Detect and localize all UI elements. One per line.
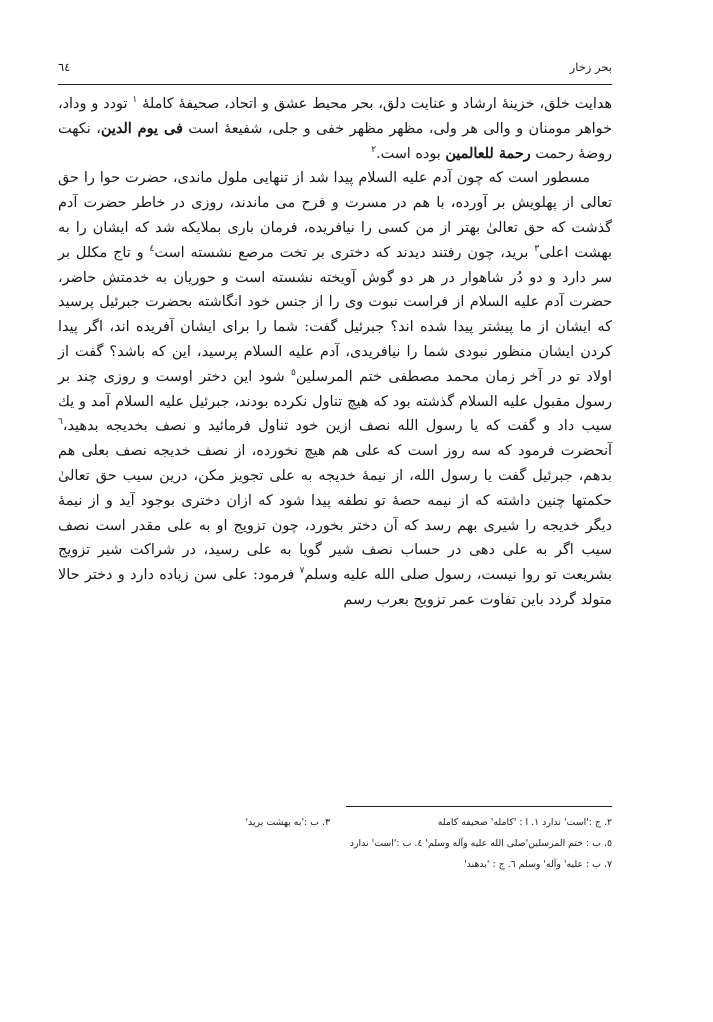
footnote-marker: ٣ <box>534 243 540 254</box>
footnote-marker: ٢ <box>371 144 377 155</box>
text-run: و تاج مكلل بر سر دارد و دو دُر شاهوار در هر دو گوش آويخته نشسته است و حوريان به خدمتش حاضر، حضرت آدم عليه السلام از فراست نبوت وی را از جنس خود انگاشته بحضرت جبرئيل پرسيد كه ايشان از ما پيشتر پيدا شده اند؟ جبرئيل گفت: شما را برای ايشان آفريده اند، اگر پيدا كردن ايشان منظور نبودی شما را نيافريدی، آدم عليه السلام پرسيد، اين كه باشد؟ گفت از اولاد تو در آخر زمان محمد مصطفی ختم المرسلين <box>58 244 612 385</box>
footnote <box>160 854 330 875</box>
footnote: ٣. ب :'به بهشت بريد' <box>245 817 330 828</box>
text-run: تودد و وداد، خواهر مومنان و والی هر ولی، مظهر مظهر خفی و جلی، شفيعهٔ است <box>58 96 613 137</box>
footnote-divider <box>346 806 612 807</box>
text-run: ، نكهت روضهٔ رحمت <box>58 120 612 162</box>
footnote-marker: ٥ <box>291 367 296 378</box>
footnotes <box>160 812 612 875</box>
footnote-row <box>160 833 612 854</box>
footnote-marker: ٤ <box>149 243 155 254</box>
footnote-marker: ٦ <box>58 417 63 428</box>
footnote-marker: ٧ <box>299 566 305 577</box>
emphasized-phrase: رحمة للعالمين <box>445 144 531 162</box>
body-text <box>58 92 612 613</box>
emphasized-phrase: فی يوم الدين <box>100 119 183 137</box>
text-run: آنحضرت فرمود كه سه روز است كه علی هم هيچ نخورده، از نصف خديجه نصف بعلی هم بدهم، جبرئيل گفت يا رسول الله، از نيمهٔ خديجه به علی تجويز مكن، درين سيب حق تعالیٰ حكمتها چنين داشته كه از نيمه حصهٔ تو نطفه پيدا شود كه ازان دختری بوجود آيد و از نيمهٔ ديگر خديجه را شيری بهم رسد كه آن دختر بخورد، چون تزويج او به علی مقدر است نصف سيب اگر به علی دهی در حساب نصف شير گويا به علی رسيد، در شراكت شير تزويج بشريعت تو روا نيست، رسول صلی الله عليه وسلم <box>58 443 612 584</box>
text-run: هدايت خلق، خزينهٔ ارشاد و عنايت دلق، بحر محيط عشق و اتحاد، صحيفهٔ كاملهٔ <box>137 96 612 112</box>
text-run: فرمود: علی سن زياده دارد و دختر حالا متولد گردد باين تفاوت عمر تزويج بعرب رسم <box>58 567 612 608</box>
footnote-row <box>160 854 612 875</box>
text-run: مسطور است كه چون آدم عليه السلام پيدا شد از تنهايی ملول ماندی، حضرت حوا را حق تعالی از پهلويش بر آورده، با هم در مسرت و فرح می ماندند، روزی در خاطر حضرت آدم گذشت كه حق تعالیٰ بهتر از من كسی را نيافريده، فرمان باری بملايكه شد كه ايشان را به بهشت اعلی <box>58 170 613 261</box>
text-run: بوده است. <box>376 145 446 162</box>
footnote: ٥. ب : ختم المرسلين'صلی الله عليه وآله وسلم' ٤. ب :'است' ندارد <box>349 838 612 849</box>
paragraph <box>58 166 612 612</box>
running-title: بحر زخار <box>569 60 612 74</box>
footnote-marker: ١ <box>132 95 138 106</box>
footnote: ٧. ب : عليه' وآله' وسلم ٦. ج : 'بدهند' <box>464 859 612 870</box>
page-header <box>58 58 612 85</box>
footnote <box>160 833 330 854</box>
footnote-row <box>160 812 612 833</box>
text-run: بريد، چون رفتند ديدند كه دختری بر تخت مرصع نشسته است <box>154 244 535 261</box>
footnote: ٢. ج :'است' ندارد ١. ا : 'كامله' صحيفه كامله <box>437 817 612 828</box>
paragraph <box>58 92 612 166</box>
page-number: ٦٤ <box>58 60 71 74</box>
text-run: شود اين دختر اوست و روزی چند بر رسول مقبول عليه السلام گذشته بود كه هيچ تناول نكرده بودند، جبرئيل عليه السلام آمد و يك سيب داد و گفت كه يا رسول الله نصف ازين خود تناول فرمائيد و نصف بخديجه بدهيد، <box>58 368 612 435</box>
